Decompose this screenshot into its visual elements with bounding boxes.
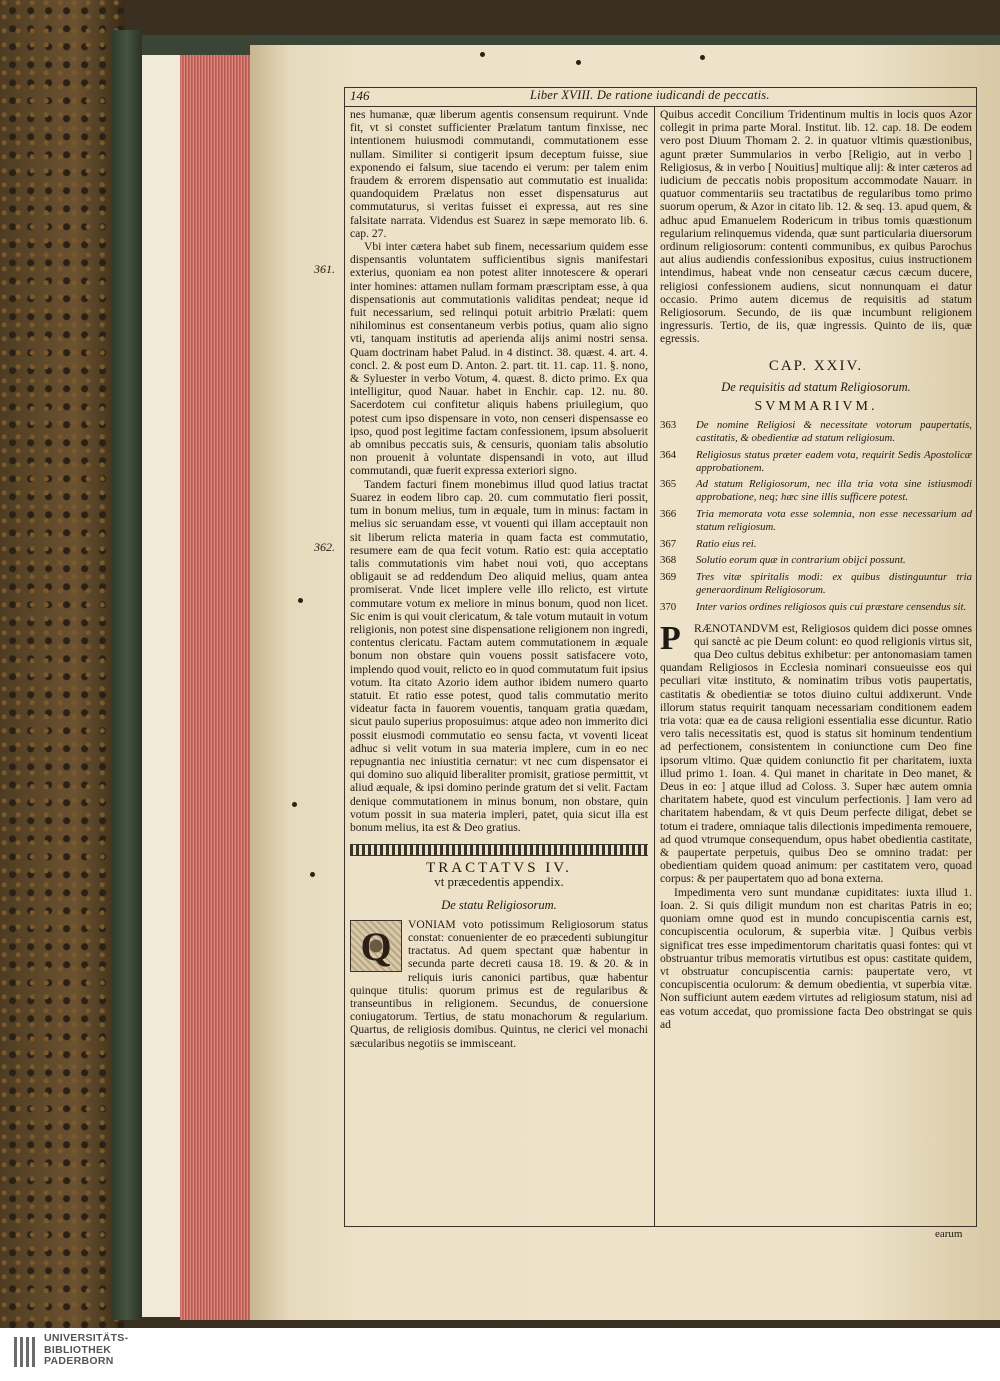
logo-line: BIBLIOTHEK — [44, 1343, 112, 1356]
margin-number: 361. — [314, 262, 335, 276]
summary-item — [660, 478, 972, 504]
catchword: earum — [935, 1228, 963, 1240]
library-logo-text — [44, 1333, 128, 1368]
summary-text: Ratio eius rei. — [696, 537, 757, 550]
page-stack-edge — [142, 55, 182, 1317]
summary-text: Ad statum Religiosorum, nec illa tria vota sine istiusmodi approbatione, neq; hæc sine illis sufficere potest. — [696, 478, 972, 504]
paragraph — [660, 619, 972, 886]
decorated-initial: Q — [350, 920, 402, 972]
wormhole — [576, 60, 581, 65]
column-rule — [654, 106, 655, 1227]
footer — [0, 1328, 1000, 1381]
summary-item — [660, 449, 972, 475]
paragraph: nes humanæ, quæ liberum agentis consensum requirunt. Vnde fit, vt si constet sufficienter Prælatum tantum finxisse, nec intentionem huiusmodi commutandi, commutationem esse nullam. Similiter si contigerit ipsum deceptum fuisse, siue exponendo ei falsum, siue tacendo ei verum: per talem enim fraudem & errorem dispensatio aut commutatio est inualida: quandoquidem Prælatus non esset dispensaturus aut commutaturus, si veritas fuisset ei expressa, aut res sine falsitate narrata. Videndus est Suarez in sæpe memorato lib. 6. cap. 27. — [350, 108, 648, 240]
summary-item — [660, 601, 972, 614]
tract-title: TRACTATVS IV. — [426, 860, 572, 877]
tract-heading: De statu Religiosorum. — [441, 897, 557, 912]
wormhole — [700, 55, 705, 60]
book-cover-spine — [112, 30, 142, 1320]
tract-subtitle: vt præcedentis appendix. — [434, 874, 564, 890]
paragraph — [350, 918, 648, 1050]
drop-initial: P — [660, 619, 681, 657]
right-column — [660, 108, 972, 1031]
summary-number: 364 — [660, 448, 677, 461]
wormhole — [310, 872, 315, 877]
summary-number: 366 — [660, 508, 677, 521]
left-column — [350, 108, 648, 1050]
chapter-subtitle: De requisitis ad statum Religiosorum. — [721, 379, 911, 394]
paragraph: Impedimenta vero sunt mundanæ cupiditates: iuxta illud 1. Ioan. 2. Si quis diligit mundum non est charitas Patris in eo; quoniam omne quod est in mundo concupiscentia carnis est, concupiscentia oculorum, & superbia vitæ. ] Quibus verbis significat tres esse impedimentorum charitatis quasi fontes: qui vt obstruantur tribus memoratis virtutibus est opus: castitate quidem, vt obstruatur concupiscentia carnis: paupertate vero, vt concupiscentia oculorum: & demum obedientia, vt superbia vitæ. Non sufficiunt autem eædem virtutes ad religiosum statum, nisi ad eas votum accedat, quo promissione facta Deo obstringat se quis ad — [660, 885, 972, 1031]
logo-line: UNIVERSITÄTS- — [44, 1332, 129, 1344]
paragraph-text: RÆNOTANDVM est, Religiosos quidem dici posse omnes qui sanctè ac pie Deum colunt: eo quod religionis virtus sit, qua Deo cultus debitus exhibetur: per antonomasiam tamen quandam Religiosos in Ecclesia nominari consueuisse eos qui peculiari vitæ instituto, & nominatim tribus votis paupertatis, castitatis & obedientiæ se totos diuino cultui addixerunt. Vnde illorum status requirit tanquam necessariam conditionem eadem tria vota: quæ ea de causa religioni essentialia esse dicuntur. Ratio vero talis necessitatis est, quod is status sit hominum tendentium ad perfectionem, consistentem in coniunctione cum Deo fine ipsorum vltimo. Quæ quidem coniunctio fit per charitatem, iuxta illud primo 1. Ioan. 4. Qui manet in charitate in Deo manet, & Deus in eo: ] atque illud ad Coloss. 3. Super hæc autem omnia charitatem habete, quod est vinculum perfectionis. ] Iam vero ad charitatem habendam, & vt quis Deum perfecte diligat, debet se totum ei tradere, omniaque talis dilectionis impedimenta remouere, ad quod vtrumque consequendum, opus habet obedientia castitate, & paupertate perpetuis, quibus Deo se omnino tradat: per obedientiam quidem quoad animum: per castitatem vero, quoad corpus: & per paupertatem quo ad bona externa. — [660, 621, 972, 886]
logo-line: PADERBORN — [44, 1355, 114, 1367]
summary-item — [660, 538, 972, 551]
paragraph: Vbi inter cætera habet sub finem, necessarium quidem esse dispensantis voluntatem sufficientibus signis manifestari exterius, quoniam ea non potest aliter innotescere & operari inter homines: attamen nullam formam præscriptam esse, à qua dispensationis aut commutationis validitas pendeat; neque id fuit necessarium, sed relinqui potuit arbitrio Prælati: quem nihilominus est consentaneum verbis potius, quam alio signo vti, tanquam institutis ad aperienda alijs animi nostri sensa. Quam doctrinam habet Palud. in 4 distinct. 38. quæst. 4. art. 4. concl. 2. & post eum D. Anton. 2. part. tit. 11. cap. 11. §. nono, & Syluester in verbo Votum, 4. quæst. 8. dicto primo. Ex qua intelligitur, quod Nauar. habet in Enchir. cap. 12. nu. 80. Sacerdotem cui confitetur aliquis habens priuilegium, quo potest cum ipso dispensare in voto, non censeri dispensasse eo ipso, quod post legitime factam confessionem, ipsum absoluerit ab omnibus peccatis suis, & censuris, quoniam talis absolutio non prouenit à voluntate dispensandi in voto, aut illud commutandi, quæ fuerit expressa exteriori signo. — [350, 240, 648, 478]
summary-text: Religiosus status præter eadem vota, requirit Sedis Apostolicæ approbationem. — [696, 448, 972, 474]
summary-number: 369 — [660, 571, 677, 584]
summary-text: Solutio eorum quæ in contrarium obijci possunt. — [696, 554, 906, 567]
summary-text: Tria memorata vota esse solemnia, non esse necessarium ad statum religiosum. — [696, 508, 972, 533]
summary-title: SVMMARIVM. — [754, 399, 878, 415]
wormhole — [480, 52, 485, 57]
header-rule — [344, 106, 977, 107]
paragraph-text: VONIAM voto potissimum Religiosorum status constat: conuenienter de eo præcedenti subiungitur tractatus. Ad quem spectant quæ habentur in secunda parte decreti causa 18. 19. & 20. & in reliquis iuris canonici partibus, quæ habentur quinque titulis: quorum primus est de regularibus & transeuntibus in religionem. Secundus, de conuersione coniugatorum. Tertius, de statu monachorum & regularium. Quartus, de religiosis domibus. Quintus, ne clerici vel monachi sæcularibus negotiis se immisceant. — [350, 917, 648, 1050]
margin-number: 362. — [314, 540, 335, 554]
summary-list — [660, 419, 972, 613]
summary-item — [660, 508, 972, 534]
paragraph: Quibus accedit Concilium Tridentinum multis in locis quos Azor collegit in prima parte Moral. Institut. lib. 12. cap. 18. De eodem vero post Diuum Thomam 2. 2. in quatuor vltimis quæstionibus, agunt præter Summularios in verbo [Religio, aut in verbo ] Religiosus, & in verbo [ Nouitius] multique alij: & inter cæteros ad iudicium de peccatis nobis propositum accommodate Nauarr. in quatuor commentariis seu tractatibus de regularibus tomo primo suorum operum, & Azor in citato lib. 12. & seq. 13. apud quem, & adhuc apud Emanuelem Rodericum in tribus tomis quæstionum regularium relinquemus videnda, quæ sunt particularia diuersorum ordinum religiosorum: contenti communibus, ex quibus Parochus aut alius audiendis confessionibus expositus, cuius instructionem intendimus, habeat vnde non censeatur cæcus cæcum ducere, religiosi confessionem audiens, sicut nonnunquam ei datur occasio. Primo autem dicemus de requisitis ad statum Religiosorum. Secundo, de iis quæ incumbunt religionem ingressuris. Tertio, de iis, quæ ingressis. Quinto de iis, quæ egressis. — [660, 108, 972, 346]
summary-text: Tres vitæ spiritalis modi: ex quibus distinguuntur tria generaordinum Religiosorum. — [696, 571, 972, 597]
page-number: 146 — [350, 88, 370, 103]
summary-item — [660, 554, 972, 567]
library-logo-icon — [14, 1337, 38, 1367]
chapter-title: CAP. XXIV. — [768, 357, 864, 374]
book-cover-left — [0, 0, 125, 1328]
summary-number: 363 — [660, 419, 677, 432]
summary-text: De nomine Religiosi & necessitate votorum paupertatis, castitatis, & obedientiæ ad statum religiosum. — [696, 419, 972, 445]
ornament-band — [350, 844, 648, 856]
summary-text: Inter varios ordines religiosos quis cui præstare censendus sit. — [696, 600, 967, 613]
red-page-edge — [180, 52, 252, 1320]
wormhole — [292, 802, 297, 807]
summary-item — [660, 419, 972, 445]
summary-number: 367 — [660, 537, 677, 550]
wormhole — [298, 598, 303, 603]
summary-number: 365 — [660, 478, 677, 491]
summary-number: 370 — [660, 600, 677, 613]
paragraph: Tandem facturi finem monebimus illud quod latius tractat Suarez in eodem libro cap. 20. cum commutatio fieri possit, tum in bonum melius, tum in æquale, tum in minus: factam in melius sic seruandam esse, vt vouenti qui illam acceptauit non sit liberum relicta materia in quam facta est commutatio, resumere eam de qua fecit votum. Ratio est: quia acceptatio talis commutationis vim habet noui voti, quo acceptans obligauit se ad reddendum Deo aliquid melius, quam antea promiserat. Vnde licet implere velle illo relicto, est virtute commutare votum ex meliore in minus bonum, quod non licet. Sic enim is qui vouit clericatum, & tale votum mutauit in votum religionis, non potest sine dispensatione religionem non ingredi, contentus clericatu. Factam autem commutationem in æquale bonum non obstare quin vouens possit satisfacere voto, implendo quod vouit, relicto eo in quod commutatum fuit ipsius votum. Ita citato Azorio idem author ibidem numero quarto statuit. Et ratio esse potest, quod talis commutatio merito videatur facta in fauorem vouentis, tanquam gratia quædam, sicut paulo superius proposuimus: atque adeo non immerito dici possit eiusmodi commutatio eo sensu facta, vt voventi liceat adhuc si velit votum in sua materia implere, cum in eo nec repugnantia nec iniustitia cernatur: vt nec cum dispensator ei qui domino suo aliquid liberaliter promisit, gratiose permittit, vt aliud æquale, & ipsi domino perinde gratum det si velit. Factam denique commutationem in minus bonum, non obstare, quin votum possit in sua materia impleri, patet, quia sicut illa est bonum melius, ita est & Deo gratius. — [350, 477, 648, 834]
running-head: Liber XVIII. De ratione iudicandi de peccatis. — [530, 88, 770, 102]
summary-number: 368 — [660, 554, 677, 567]
summary-item — [660, 571, 972, 597]
